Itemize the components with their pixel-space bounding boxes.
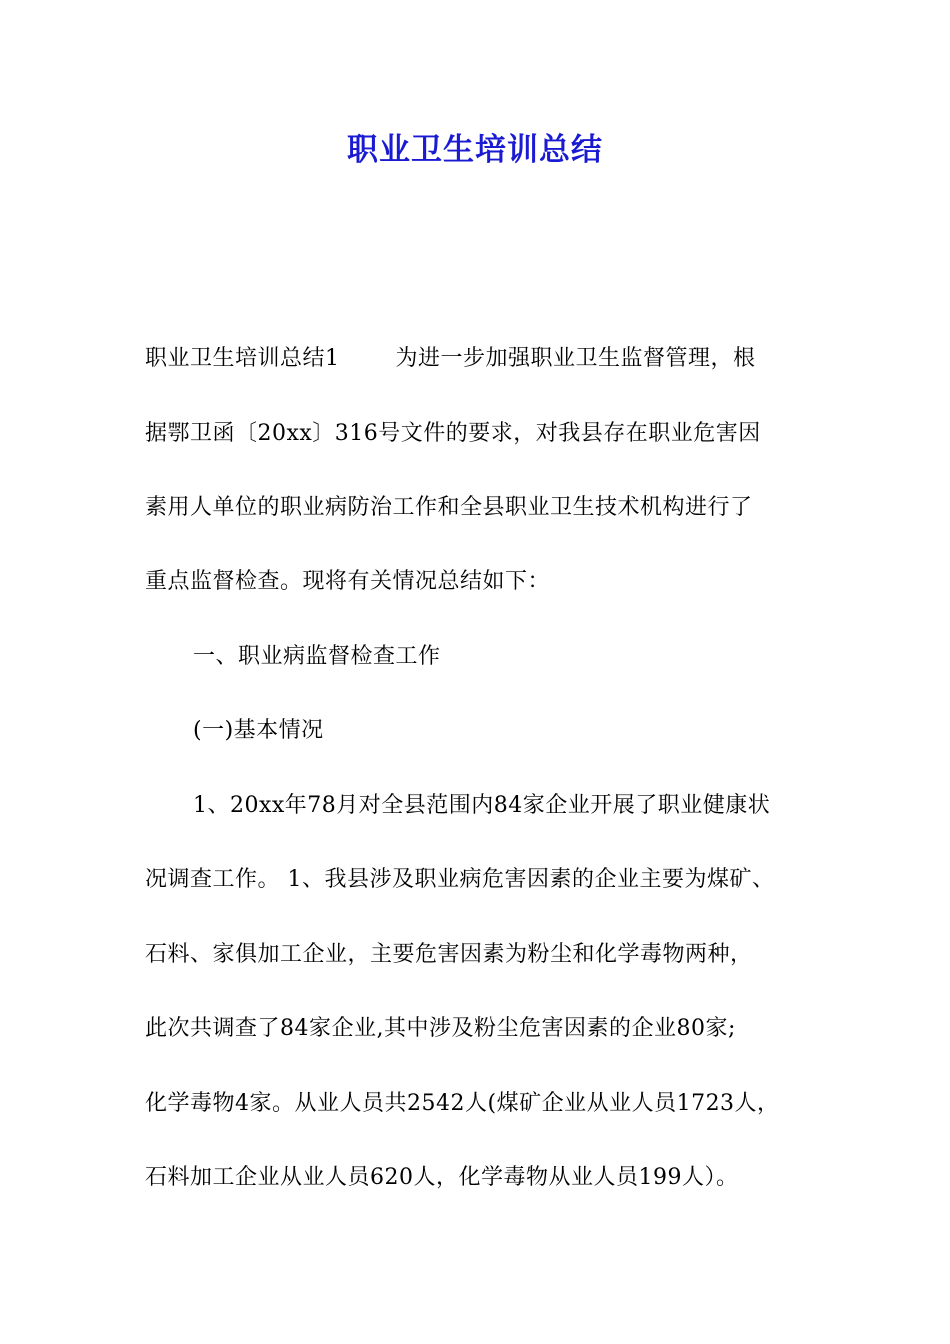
paragraph-line-5: 1、20xx年78月对全县范围内84家企业开展了职业健康状 bbox=[193, 793, 771, 818]
section-heading-inline: 职业卫生培训总结1 bbox=[145, 346, 340, 371]
section-heading-1: 一、职业病监督检查工作 bbox=[193, 644, 441, 669]
paragraph-line-1 bbox=[145, 343, 845, 375]
paragraph-line-8: 此次共调查了84家企业,其中涉及粉尘危害因素的企业80家; bbox=[145, 1016, 736, 1041]
document-title: 职业卫生培训总结 bbox=[347, 132, 603, 168]
paragraph-line-2: 据鄂卫函〔20xx〕316号文件的要求，对我县存在职业危害因 bbox=[145, 421, 761, 446]
paragraph-line-4: 重点监督检查。现将有关情况总结如下： bbox=[145, 569, 551, 594]
paragraph-line-7: 石料、家俱加工企业，主要危害因素为粉尘和化学毒物两种， bbox=[145, 942, 753, 967]
subsection-heading-1: (一)基本情况 bbox=[193, 718, 324, 743]
paragraph-text: 为进一步加强职业卫生监督管理，根 bbox=[395, 346, 756, 371]
paragraph-line-3: 素用人单位的职业病防治工作和全县职业卫生技术机构进行了 bbox=[145, 495, 753, 520]
paragraph-line-6: 况调查工作。 1、我县涉及职业病危害因素的企业主要为煤矿、 bbox=[145, 867, 775, 892]
paragraph-line-10: 石料加工企业从业人员620人，化学毒物从业人员199人）。 bbox=[145, 1165, 739, 1190]
paragraph-line-9: 化学毒物4家。从业人员共2542人(煤矿企业从业人员1723人， bbox=[145, 1091, 780, 1116]
